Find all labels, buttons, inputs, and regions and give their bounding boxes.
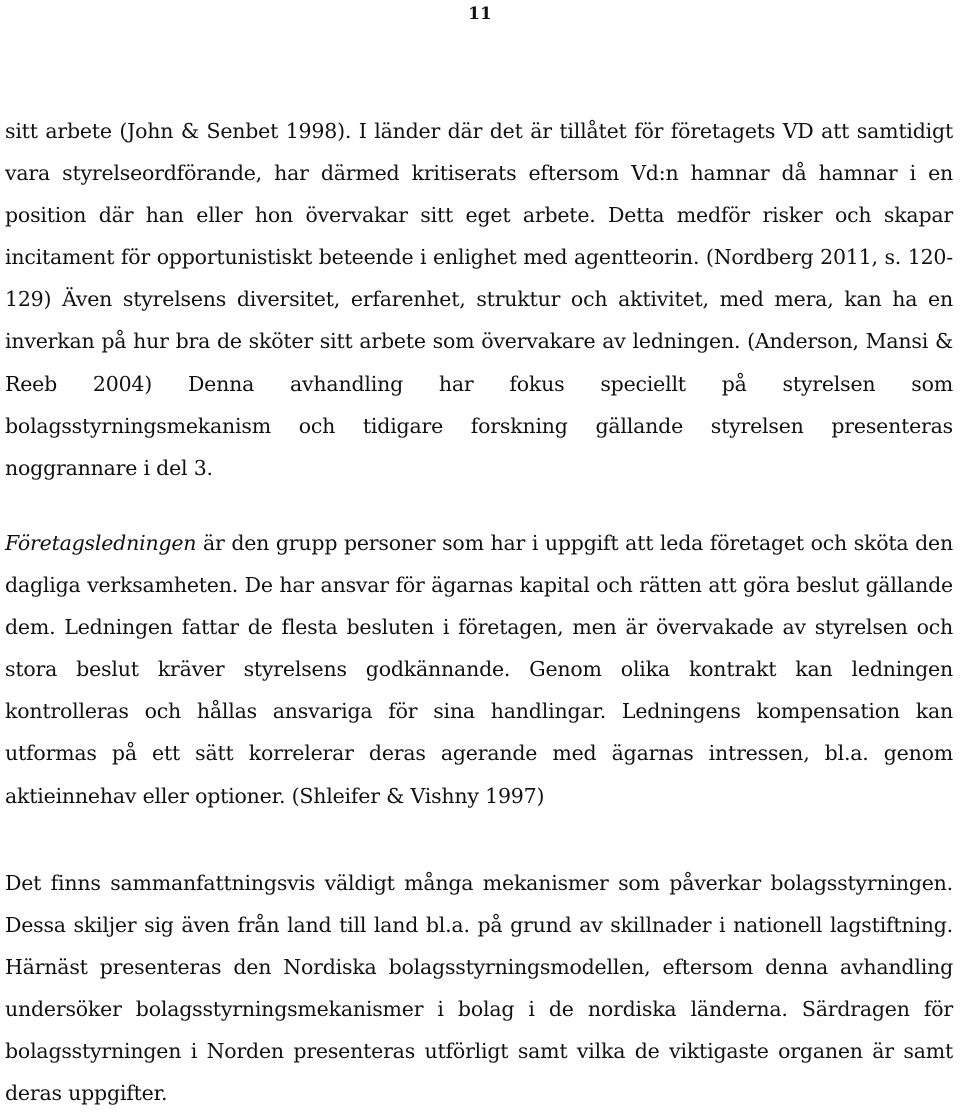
paragraph-management: [5, 522, 953, 817]
paragraph-text: är den grupp personer som har i uppgift att leda företaget och sköta den dagliga verksamheten. De har ansvar för ägarnas kapital och rätten att göra beslut gällande dem. Ledningen fattar de flesta besluten i företagen, men är övervakade av styrelsen och stora beslut kräver styrelsens godkännande. Genom olika kontrakt kan ledningen kontrolleras och hållas ansvariga för sina handlingar. Ledningens kompensation kan utformas på ett sätt korrelerar deras agerande med ägarnas intressen, bl.a. genom aktieinnehav eller optioner. (Shleifer & Vishny 1997): [5, 531, 953, 808]
paragraph-summary: [5, 862, 953, 1115]
paragraph-text: sitt arbete (John & Senbet 1998). I länder där det är tillåtet för företagets VD att samtidigt vara styrelseordförande, har därmed kritiserats eftersom Vd:n hamnar då hamnar i en position där han eller hon övervakar sitt eget arbete. Detta medför risker och skapar incitament för opportunistiskt beteende i enlighet med agentteorin. (Nordberg 2011, s. 120-129) Även styrelsens diversitet, erfarenhet, struktur och aktivitet, med mera, kan ha en inverkan på hur bra de sköter sitt arbete som övervakare av ledningen. (Anderson, Mansi & Reeb 2004) Denna avhandling har fokus speciellt på styrelsen som bolagsstyrningsmekanism och tidigare forskning gällande styrelsen presenteras noggrannare i del 3.: [5, 119, 953, 480]
paragraph-text: Det finns sammanfattningsvis väldigt många mekanismer som påverkar bolagsstyrningen. Dessa skiljer sig även från land till land bl.a. på grund av skillnader i nationell lagstiftning. Härnäst presenteras den Nordiska bolagsstyrningsmodellen, eftersom denna avhandling undersöker bolagsstyrningsmekanismer i bolag i de nordiska länderna. Särdragen för bolagsstyrningen i Norden presenteras utförligt samt vilka de viktigaste organen är samt deras uppgifter.: [5, 871, 953, 1106]
page-number: 11: [468, 4, 492, 24]
defined-term: Företagsledningen: [5, 531, 197, 555]
paragraph-board-oversight: [5, 110, 953, 489]
